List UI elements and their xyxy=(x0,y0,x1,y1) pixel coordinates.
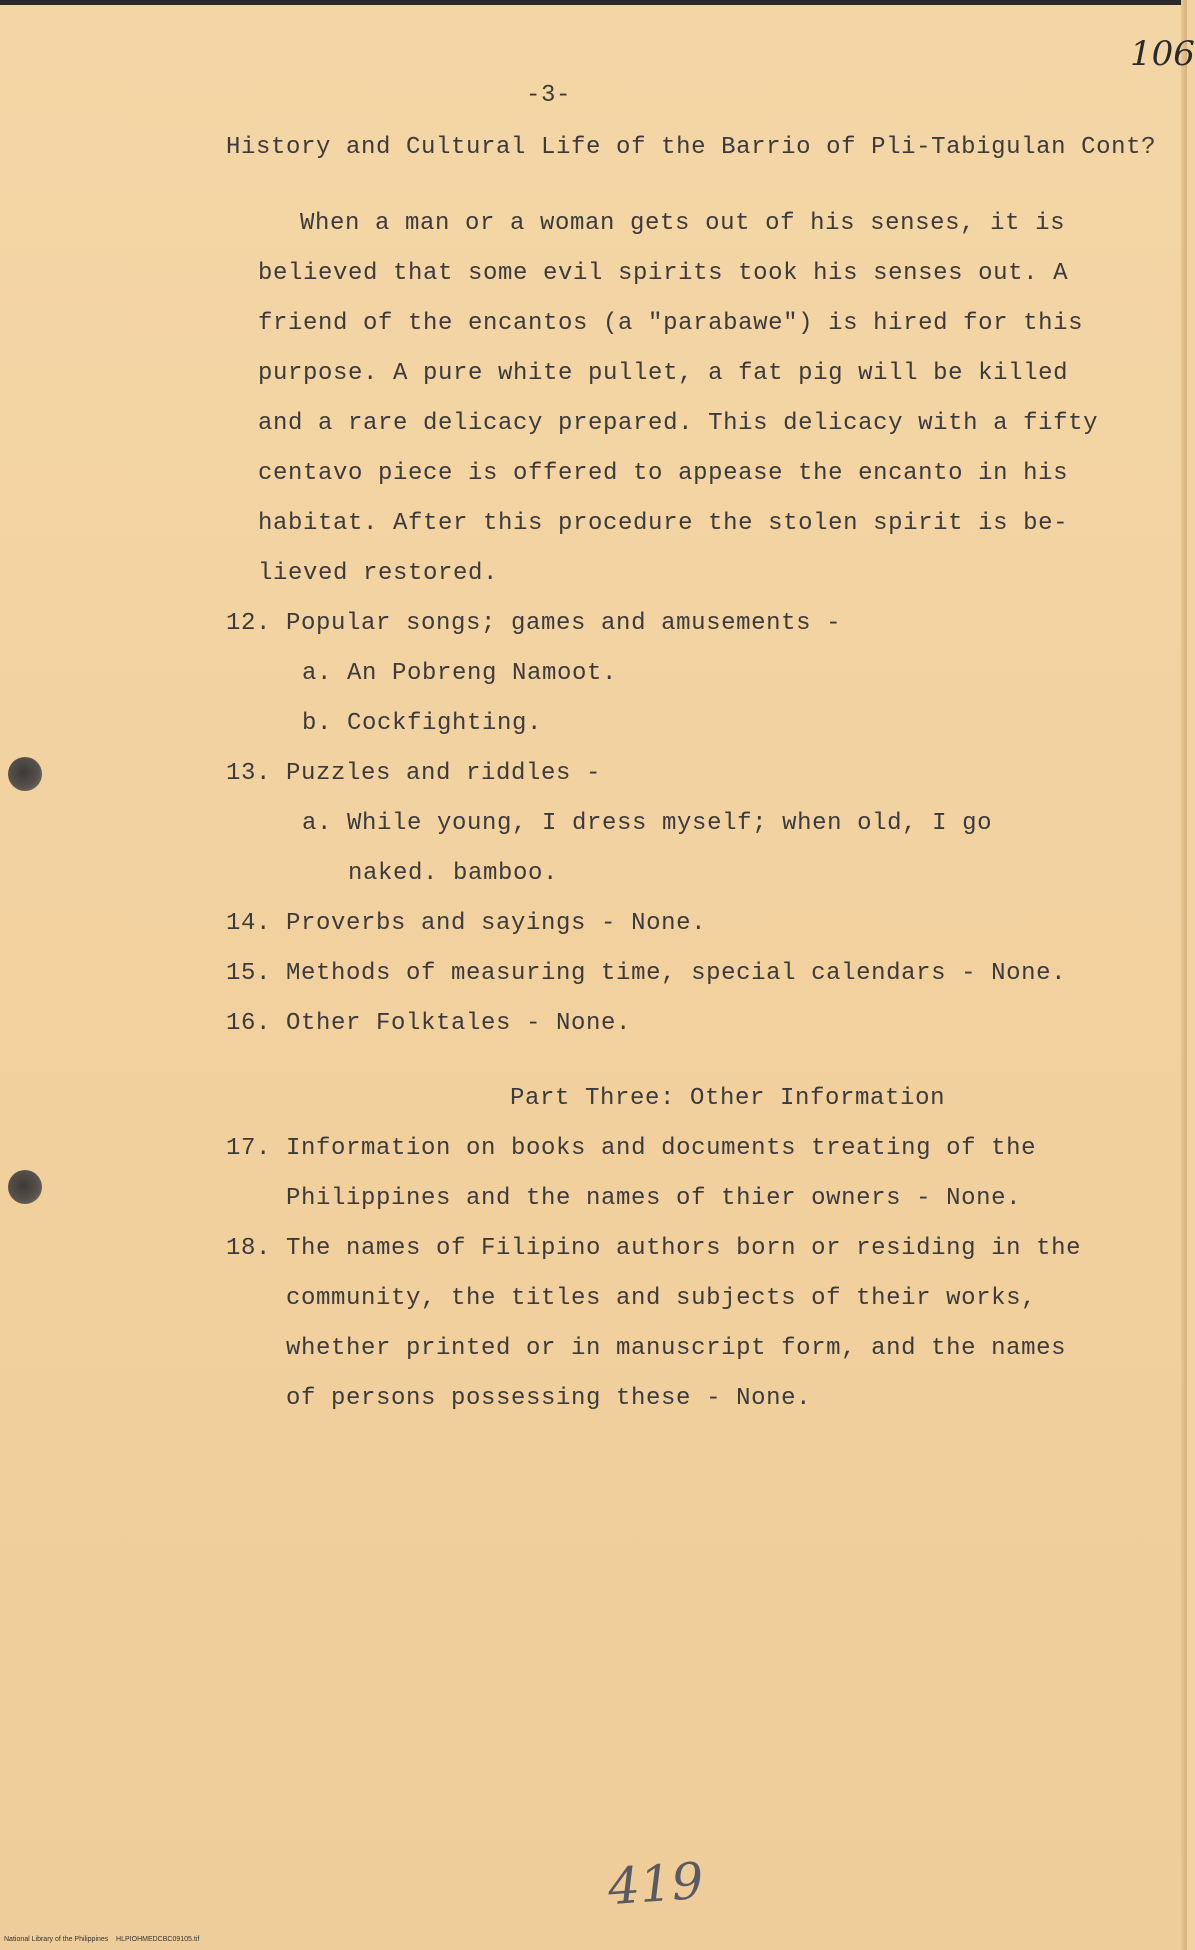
list-item-12: 12. Popular songs; games and amusements - xyxy=(226,610,842,637)
paragraph-line: habitat. After this procedure the stolen spirit is be- xyxy=(258,510,1069,537)
list-item-15: 15. Methods of measuring time, special calendars - None. xyxy=(226,960,1067,987)
paragraph-line: lieved restored. xyxy=(258,560,499,587)
section-heading: Part Three: Other Information xyxy=(510,1085,946,1112)
handwritten-page-number: 106 xyxy=(1130,34,1195,74)
right-border xyxy=(1181,0,1187,1950)
list-item-17: 17. Information on books and documents treating of the xyxy=(226,1135,1037,1162)
paragraph-line: believed that some evil spirits took his senses out. A xyxy=(258,260,1069,287)
list-item-12a: a. An Pobreng Namoot. xyxy=(302,660,618,687)
paragraph-line: When a man or a woman gets out of his senses, it is xyxy=(300,210,1066,237)
list-item-13: 13. Puzzles and riddles - xyxy=(226,760,602,787)
list-item-14: 14. Proverbs and sayings - None. xyxy=(226,910,707,937)
list-item-17-cont: Philippines and the names of thier owners - None. xyxy=(286,1185,1022,1212)
paragraph-line: and a rare delicacy prepared. This delicacy with a fifty xyxy=(258,410,1099,437)
paragraph-line: friend of the encantos (a "parabawe") is hired for this xyxy=(258,310,1084,337)
list-item-18: 18. The names of Filipino authors born or residing in the xyxy=(226,1235,1082,1262)
list-item-13a-cont: naked. bamboo. xyxy=(348,860,559,887)
list-item-12b: b. Cockfighting. xyxy=(302,710,543,737)
paragraph-line: purpose. A pure white pullet, a fat pig will be killed xyxy=(258,360,1069,387)
list-item-16: 16. Other Folktales - None. xyxy=(226,1010,632,1037)
scan-caption: National Library of the Philippines HLPIOHMEDCBC09105.tif xyxy=(4,1936,200,1943)
typed-page-marker: -3- xyxy=(526,82,572,109)
list-item-18-cont: community, the titles and subjects of their works, xyxy=(286,1285,1037,1312)
list-item-18-cont: whether printed or in manuscript form, and the names xyxy=(286,1335,1067,1362)
list-item-13a: a. While young, I dress myself; when old, I go xyxy=(302,810,993,837)
list-item-18-cont: of persons possessing these - None. xyxy=(286,1385,812,1412)
punch-hole xyxy=(8,1170,42,1204)
paragraph-line: centavo piece is offered to appease the encanto in his xyxy=(258,460,1069,487)
running-header: History and Cultural Life of the Barrio of Pli-Tabigulan Cont? xyxy=(226,134,1157,161)
handwritten-folio-number: 419 xyxy=(606,1851,706,1917)
punch-hole xyxy=(8,757,42,791)
top-border xyxy=(0,0,1187,5)
